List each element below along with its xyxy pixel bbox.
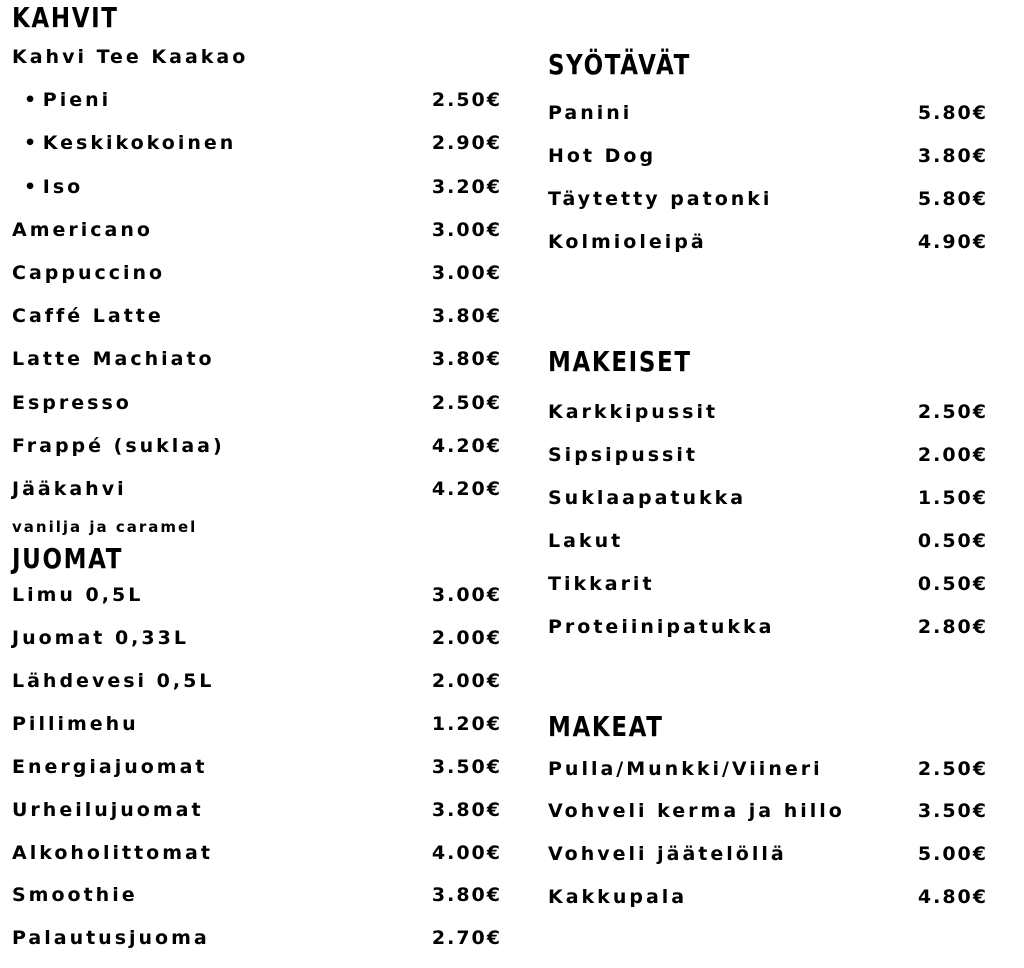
item-name: • Pieni	[24, 91, 111, 110]
syotavat-heading: SYÖTÄVÄT	[548, 48, 691, 81]
menu-item	[12, 134, 502, 158]
jaakahvi-note: vanilja ja caramel	[12, 518, 198, 536]
menu-item	[12, 844, 502, 868]
juomat-heading: JUOMAT	[12, 542, 124, 575]
item-price: 4.20€	[431, 478, 502, 500]
item-name: Kolmioleipä	[548, 231, 707, 253]
item-price: 3.00€	[431, 584, 502, 606]
item-price: 3.80€	[431, 348, 502, 370]
menu-item	[548, 575, 988, 599]
item-name: Lakut	[548, 530, 624, 552]
menu-item	[12, 758, 502, 782]
menu-item	[12, 929, 502, 953]
menu-item	[12, 91, 502, 115]
item-price: 2.50€	[431, 392, 502, 414]
menu-item	[12, 350, 502, 374]
menu-item	[548, 489, 988, 513]
item-price: 2.00€	[917, 444, 988, 466]
item-price: 1.50€	[917, 487, 988, 509]
menu-item	[548, 147, 988, 171]
menu-item	[12, 307, 502, 331]
item-name: Caffé Latte	[12, 305, 164, 327]
menu-item	[12, 886, 502, 910]
item-name: Panini	[548, 102, 633, 124]
kahvit-subheading: Kahvi Tee Kaakao	[12, 46, 249, 68]
menu-item	[548, 446, 988, 470]
item-price: 2.50€	[917, 401, 988, 423]
item-name: Täytetty patonki	[548, 188, 773, 210]
item-price: 3.80€	[431, 884, 502, 906]
menu-item	[548, 802, 988, 826]
item-name: Tikkarit	[548, 573, 655, 595]
menu-item	[548, 403, 988, 427]
kahvit-heading: KAHVIT	[12, 1, 119, 34]
item-price: 2.70€	[431, 927, 502, 949]
menu-item	[548, 233, 988, 257]
menu-item	[12, 586, 502, 610]
item-name: Lähdevesi 0,5L	[12, 670, 215, 692]
item-price: 3.80€	[917, 145, 988, 167]
item-price: 2.00€	[431, 670, 502, 692]
item-name: Smoothie	[12, 884, 138, 906]
menu-item	[548, 618, 988, 642]
item-price: 4.90€	[917, 231, 988, 253]
menu-item	[548, 532, 988, 556]
item-price: 3.50€	[917, 800, 988, 822]
item-name: Americano	[12, 219, 153, 241]
item-name: Energiajuomat	[12, 756, 208, 778]
item-price: 2.90€	[431, 132, 502, 154]
item-price: 3.80€	[431, 799, 502, 821]
item-name: Jääkahvi	[12, 478, 127, 500]
menu-item	[12, 437, 502, 461]
menu-item	[12, 801, 502, 825]
item-price: 5.80€	[917, 188, 988, 210]
item-name: Vohveli jäätelöllä	[548, 843, 787, 865]
item-name: Kakkupala	[548, 886, 688, 908]
item-name: Pillimehu	[12, 713, 139, 735]
item-price: 3.20€	[431, 176, 502, 198]
item-price: 4.20€	[431, 435, 502, 457]
item-name: Vohveli kerma ja hillo	[548, 800, 845, 822]
item-name: • Iso	[24, 178, 83, 197]
makeat-heading: MAKEAT	[548, 710, 664, 743]
item-name: Alkoholittomat	[12, 842, 213, 864]
item-price: 3.50€	[431, 756, 502, 778]
menu-item	[548, 760, 988, 784]
item-name: Karkkipussit	[548, 401, 719, 423]
item-price: 2.80€	[917, 616, 988, 638]
item-name: Urheilujuomat	[12, 799, 204, 821]
menu-item	[12, 480, 502, 504]
item-price: 3.00€	[431, 262, 502, 284]
item-name: Frappé (suklaa)	[12, 435, 225, 457]
item-name: Sipsipussit	[548, 444, 698, 466]
item-name: Latte Machiato	[12, 348, 215, 370]
item-price: 4.00€	[431, 842, 502, 864]
item-name: Cappuccino	[12, 262, 166, 284]
item-price: 1.20€	[431, 713, 502, 735]
item-price: 2.50€	[431, 89, 502, 111]
item-price: 3.80€	[431, 305, 502, 327]
item-name: Hot Dog	[548, 145, 657, 167]
item-name: Espresso	[12, 392, 132, 414]
item-price: 2.50€	[917, 758, 988, 780]
menu-item	[12, 629, 502, 653]
menu-item	[12, 178, 502, 202]
menu-item	[12, 394, 502, 418]
item-price: 3.00€	[431, 219, 502, 241]
menu-item	[548, 190, 988, 214]
item-name: Proteiinipatukka	[548, 616, 775, 638]
item-name: • Keskikokoinen	[24, 134, 236, 153]
menu-item	[12, 264, 502, 288]
makeiset-heading: MAKEISET	[548, 345, 692, 378]
item-name: Limu 0,5L	[12, 584, 144, 606]
menu-item	[548, 845, 988, 869]
item-price: 5.00€	[917, 843, 988, 865]
item-price: 4.80€	[917, 886, 988, 908]
menu-item	[12, 221, 502, 245]
item-price: 2.00€	[431, 627, 502, 649]
item-name: Pulla/Munkki/Viineri	[548, 758, 823, 780]
menu-item	[12, 672, 502, 696]
item-name: Suklaapatukka	[548, 487, 747, 509]
item-name: Juomat 0,33L	[12, 627, 189, 649]
item-price: 0.50€	[917, 530, 988, 552]
item-name: Palautusjuoma	[12, 927, 210, 949]
item-price: 5.80€	[917, 102, 988, 124]
menu-item	[548, 888, 988, 912]
item-price: 0.50€	[917, 573, 988, 595]
menu-item	[12, 715, 502, 739]
menu-item	[548, 104, 988, 128]
